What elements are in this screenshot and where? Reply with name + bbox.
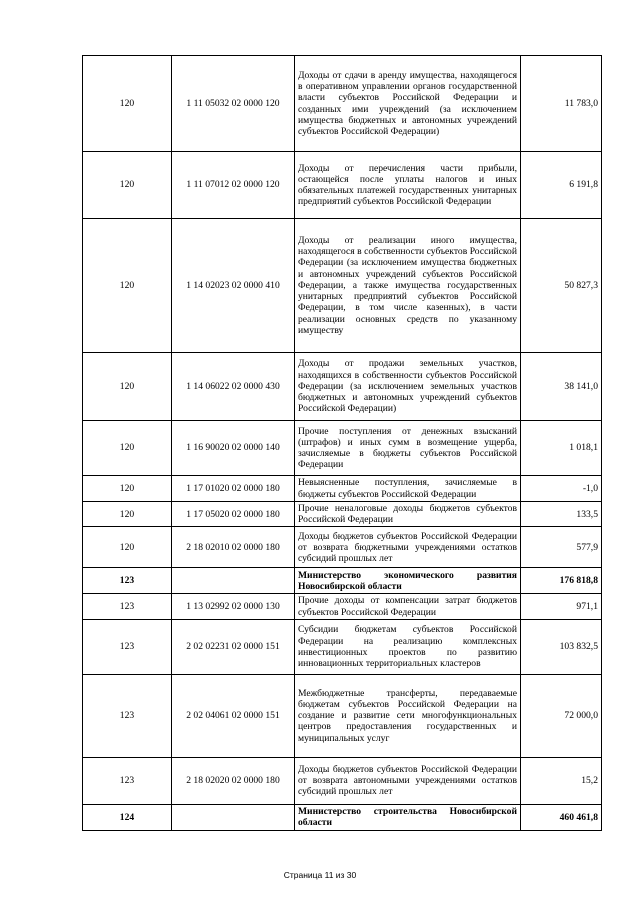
table-row: [83, 219, 602, 353]
budget-code-cell: 1 16 90020 02 0000 140: [172, 421, 295, 476]
budget-code-cell: 1 13 02992 02 0000 130: [172, 594, 295, 619]
admin-code-cell: 123: [83, 674, 172, 757]
revenue-table: [82, 55, 602, 831]
table-row: [83, 594, 602, 619]
amount-cell: 11 783,0: [521, 56, 602, 152]
budget-code-cell: 2 02 02231 02 0000 151: [172, 619, 295, 674]
admin-code-cell: 123: [83, 757, 172, 804]
admin-code-cell: 120: [83, 476, 172, 502]
table-row: [83, 56, 602, 152]
budget-code-cell: 2 18 02020 02 0000 180: [172, 757, 295, 804]
table-row: [83, 757, 602, 804]
admin-code-cell: 123: [83, 568, 172, 594]
table-row: [83, 152, 602, 219]
table-row: [83, 674, 602, 757]
amount-cell: -1,0: [521, 476, 602, 502]
budget-code-cell: 2 02 04061 02 0000 151: [172, 674, 295, 757]
budget-code-cell: 2 18 02010 02 0000 180: [172, 527, 295, 568]
table-row: [83, 476, 602, 502]
description-cell: Доходы от сдачи в аренду имущества, находящегося в оперативном управлении органов государственной власти субъектов Российской Федерации и созданных ими учреждений (за исключением имущества бюджетных и автономных учреждений субъектов Российской Федерации): [295, 56, 521, 152]
amount-cell: 38 141,0: [521, 353, 602, 421]
admin-code-cell: 120: [83, 353, 172, 421]
description-cell: Доходы от продажи земельных участков, находящихся в собственности субъектов Российской Федерации (за исключением земельных участков бюджетных и автономных учреждений субъектов Российской Федерации): [295, 353, 521, 421]
description-cell: Прочие неналоговые доходы бюджетов субъектов Российской Федерации: [295, 502, 521, 527]
admin-code-cell: 120: [83, 219, 172, 353]
amount-cell: 176 818,8: [521, 568, 602, 594]
description-cell: Доходы от перечисления части прибыли, остающейся после уплаты налогов и иных обязательных платежей государственных унитарных предприятий субъектов Российской Федерации: [295, 152, 521, 219]
description-cell: Прочие поступления от денежных взысканий (штрафов) и иных сумм в возмещение ущерба, зачисляемые в бюджеты субъектов Российской Федерации: [295, 421, 521, 476]
description-cell: Доходы от реализации иного имущества, находящегося в собственности субъектов Российской Федерации (за исключением имущества бюджетных и автономных учреждений субъектов Российской Федерации, а также имущества государственных унитарных предприятий субъектов Российской Федерации, в том числе казенных), в части реализации основных средств по указанному имуществу: [295, 219, 521, 353]
amount-cell: 103 832,5: [521, 619, 602, 674]
amount-cell: 50 827,3: [521, 219, 602, 353]
page-number: Страница 11 из 30: [283, 870, 357, 880]
budget-code-cell: [172, 568, 295, 594]
amount-cell: 1 018,1: [521, 421, 602, 476]
description-cell: Субсидии бюджетам субъектов Российской Федерации на реализацию комплексных инвестиционных проектов по развитию инновационных территориальных кластеров: [295, 619, 521, 674]
description-cell: Доходы бюджетов субъектов Российской Федерации от возврата бюджетными учреждениями остатков субсидий прошлых лет: [295, 527, 521, 568]
table-row: [83, 619, 602, 674]
table-row: [83, 568, 602, 594]
amount-cell: 72 000,0: [521, 674, 602, 757]
amount-cell: 577,9: [521, 527, 602, 568]
description-cell: Министерство строительства Новосибирской области: [295, 804, 521, 830]
admin-code-cell: 124: [83, 804, 172, 830]
budget-code-cell: [172, 804, 295, 830]
amount-cell: 971,1: [521, 594, 602, 619]
budget-code-cell: 1 17 01020 02 0000 180: [172, 476, 295, 502]
amount-cell: 6 191,8: [521, 152, 602, 219]
admin-code-cell: 120: [83, 527, 172, 568]
budget-code-cell: 1 14 02023 02 0000 410: [172, 219, 295, 353]
budget-code-cell: 1 11 07012 02 0000 120: [172, 152, 295, 219]
table-row: [83, 353, 602, 421]
admin-code-cell: 123: [83, 594, 172, 619]
admin-code-cell: 123: [83, 619, 172, 674]
amount-cell: 460 461,8: [521, 804, 602, 830]
budget-code-cell: 1 11 05032 02 0000 120: [172, 56, 295, 152]
description-cell: Прочие доходы от компенсации затрат бюджетов субъектов Российской Федерации: [295, 594, 521, 619]
table-row: [83, 527, 602, 568]
amount-cell: 133,5: [521, 502, 602, 527]
description-cell: Невыясненные поступления, зачисляемые в бюджеты субъектов Российской Федерации: [295, 476, 521, 502]
admin-code-cell: 120: [83, 152, 172, 219]
amount-cell: 15,2: [521, 757, 602, 804]
revenue-table-body: [83, 56, 602, 831]
description-cell: Межбюджетные трансферты, передаваемые бюджетам субъектов Российской Федерации на создание и развитие сети многофункциональных центров предоставления государственных и муниципальных услуг: [295, 674, 521, 757]
table-row: [83, 502, 602, 527]
admin-code-cell: 120: [83, 421, 172, 476]
budget-code-cell: 1 14 06022 02 0000 430: [172, 353, 295, 421]
table-row: [83, 804, 602, 830]
table-row: [83, 421, 602, 476]
budget-code-cell: 1 17 05020 02 0000 180: [172, 502, 295, 527]
description-cell: Министерство экономического развития Новосибирской области: [295, 568, 521, 594]
admin-code-cell: 120: [83, 56, 172, 152]
description-cell: Доходы бюджетов субъектов Российской Федерации от возврата автономными учреждениями остатков субсидий прошлых лет: [295, 757, 521, 804]
admin-code-cell: 120: [83, 502, 172, 527]
